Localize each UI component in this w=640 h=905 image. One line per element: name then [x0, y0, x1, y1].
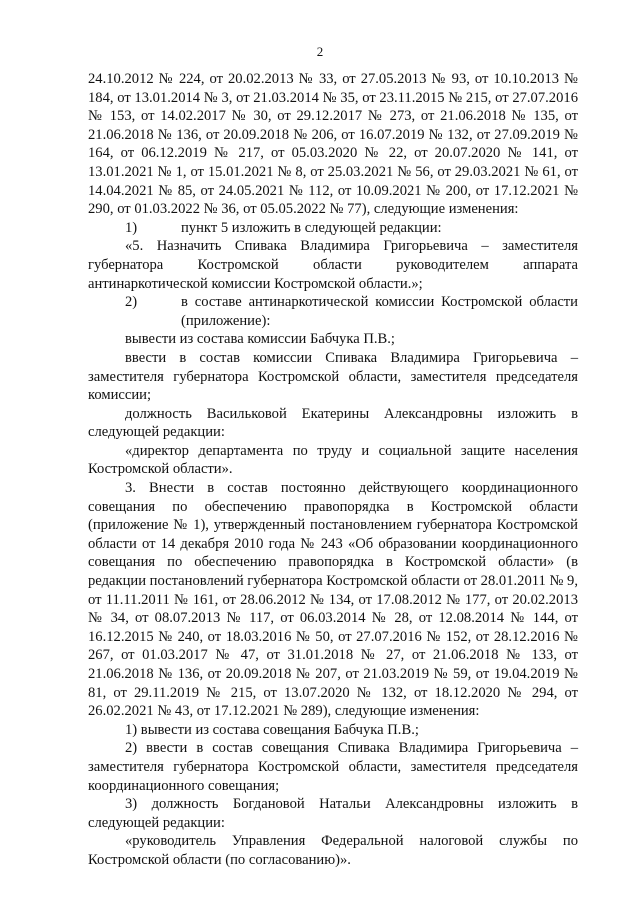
document-body — [88, 70, 578, 870]
paragraph-quote5: «5. Назначить Спивака Владимира Григорьевича – заместителя губернатора Костромской области руководителем аппарата антинаркотической комиссии Костромской области.»; — [88, 238, 578, 292]
item-text: в составе антинаркотической комиссии Костромской области (приложение): — [181, 294, 578, 329]
page-number: 2 — [316, 44, 324, 59]
paragraph-remove1: вывести из состава комиссии Бабчука П.В.; — [125, 331, 395, 348]
paragraph-s3-1: 1) вывести из состава совещания Бабчука П.В.; — [125, 721, 419, 738]
paragraph-add1: ввести в состав комиссии Спивака Владимира Григорьевича – заместителя губернатора Костромской области, заместителя председателя комиссии; — [88, 349, 578, 404]
paragraph-position1: должность Васильковой Екатерины Александровны изложить в следующей редакции: — [88, 405, 578, 441]
item-text: пункт 5 изложить в следующей редакции: — [181, 219, 442, 236]
paragraph-quote-tax: «руководитель Управления Федеральной налоговой службы по Костромской области (по согласованию)». — [88, 833, 578, 868]
paragraph-s3-3: 3) должность Богдановой Натальи Александровны изложить в следующей редакции: — [88, 796, 578, 831]
list-item-paragraph — [88, 293, 578, 330]
item-number: 2) — [125, 294, 138, 311]
paragraph-s3-2: 2) ввести в состав совещания Спивака Владимира Григорьевича – заместителя губернатора Костромской области, заместителя председателя координационного совещания; — [88, 740, 578, 794]
paragraph-quote-director: «директор департамента по труду и социальной защите населения Костромской области». — [88, 442, 578, 478]
list-item-paragraph — [88, 219, 578, 238]
item-number: 1) — [125, 219, 138, 236]
paragraph-section3: 3. Внести в состав постоянно действующего координационного совещания по обеспечению правопорядка в Костромской области (приложение № 1), утвержденный постановлением губернатора Костромской области от 14 декабря 2010 года № 243 «Об образовании координационного совещания по обеспечению правопорядка в Костромской области» (в редакции постановлений губернатора Костромской области от 28.01.2011 № 9, от 11.11.2011 № 161, от 28.06.2012 № 134, от 17.08.2012 № 177, от 20.02.2013 № 34, от 08.07.2013 № 117, от 06.03.2014 № 28, от 12.08.2014 № 144, от 16.12.2015 № 240, от 18.03.2016 № 50, от 27.07.2016 № 152, от 28.12.2016 № 267, от 01.03.2017 № 47, от 31.01.2018 № 27, от 21.06.2018 № 133, от 21.06.2018 № 136, от 20.09.2018 № 207, от 21.03.2019 № 59, от 19.04.2019 № 81, от 29.11.2019 № 215, от 13.07.2020 № 132, от 18.12.2020 № 294, от 26.02.2021 № 43, от 17.12.2021 № 289), следующие изменения: — [88, 480, 578, 720]
paragraph-intro: 24.10.2012 № 224, от 20.02.2013 № 33, от 27.05.2013 № 93, от 10.10.2013 № 184, от 13.01.2014 № 3, от 21.03.2014 № 35, от 23.11.2015 № 215, от 27.07.2016 № 153, от 14.02.2017 № 30, от 29.12.2017 № 273, от 21.06.2018 № 135, от 21.06.2018 № 136, от 20.09.2018 № 206, от 16.07.2019 № 132, от 27.09.2019 № 164, от 06.12.2019 № 217, от 05.03.2020 № 22, от 20.07.2020 № 141, от 13.01.2021 № 1, от 15.01.2021 № 8, от 25.03.2021 № 56, от 29.03.2021 № 61, от 14.04.2021 № 85, от 24.05.2021 № 112, от 10.09.2021 № 200, от 17.12.2021 № 290, от 01.03.2022 № 36, от 05.05.2022 № 77), следующие изменения: — [88, 71, 578, 218]
